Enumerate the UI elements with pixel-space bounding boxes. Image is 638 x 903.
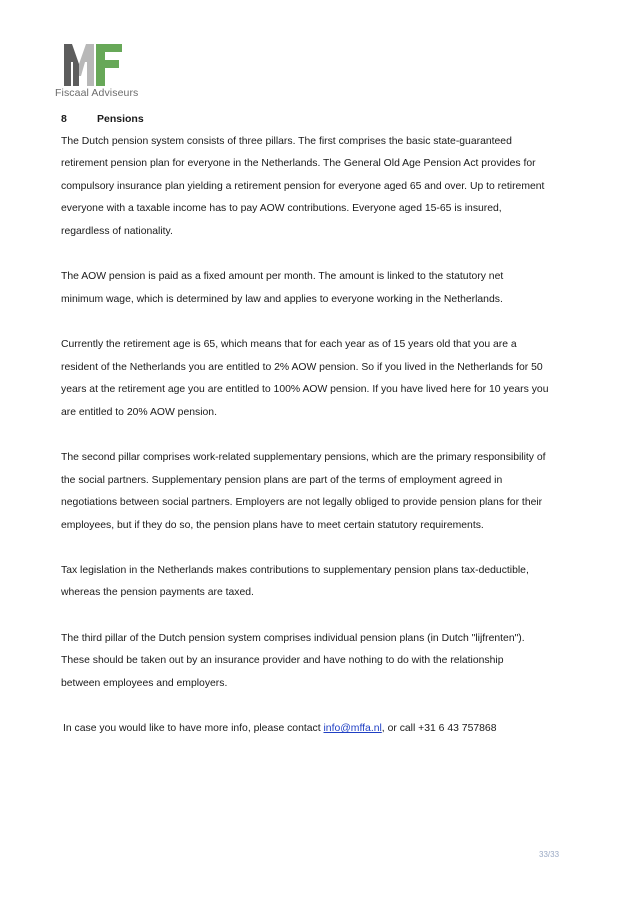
mf-logo-icon <box>62 38 182 88</box>
paragraph-line: The third pillar of the Dutch pension system comprises individual pension plans (in Dutch "lijfrenten"). <box>61 632 525 644</box>
paragraph-line: employees, but if they do so, the pension plans have to meet certain statutory requirements. <box>61 519 484 531</box>
paragraph-line: regardless of nationality. <box>61 225 173 237</box>
paragraph-retirement-age <box>61 334 581 424</box>
paragraph-line: The Dutch pension system consists of three pillars. The first comprises the basic state-guaranteed <box>61 135 512 147</box>
paragraph-line: minimum wage, which is determined by law and applies to everyone working in the Netherlands. <box>61 293 503 305</box>
page-number: 33/33 <box>539 850 560 859</box>
paragraph-line: Currently the retirement age is 65, which means that for each year as of 15 years old that you are a <box>61 338 517 350</box>
paragraph-line: Tax legislation in the Netherlands makes contributions to supplementary pension plans tax-deductible, <box>61 564 529 576</box>
paragraph-line: The second pillar comprises work-related supplementary pensions, which are the primary responsibility of <box>61 451 546 463</box>
paragraph-pillars <box>61 131 581 244</box>
section-heading <box>61 108 581 131</box>
contact-line <box>61 718 581 741</box>
paragraph-line: years at the retirement age you are entitled to 100% AOW pension. If you have lived here for 10 years you <box>61 384 549 396</box>
paragraph-line: the social partners. Supplementary pension plans are part of the terms of employment agreed in <box>61 474 503 486</box>
paragraph-line: compulsory insurance plan yielding a retirement pension for everyone aged 65 and over. Up to retirement <box>61 180 545 192</box>
paragraph-line: retirement pension plan for everyone in the Netherlands. The General Old Age Pension Act provides for <box>61 158 536 170</box>
paragraph-line: are entitled to 20% AOW pension. <box>61 406 217 418</box>
paragraph-tax-legislation <box>61 560 581 605</box>
paragraph-line: These should be taken out by an insurance provider and have nothing to do with the relationship <box>61 655 504 667</box>
paragraph-line: everyone with a taxable income has to pay AOW contributions. Everyone aged 15-65 is insured, <box>61 203 502 215</box>
paragraph-line: resident of the Netherlands you are entitled to 2% AOW pension. So if you lived in the Netherlands for 50 <box>61 361 543 373</box>
contact-suffix: , or call +31 6 43 757868 <box>381 723 497 735</box>
paragraph-aow-amount <box>61 266 581 311</box>
paragraph-line: whereas the pension payments are taxed. <box>61 587 254 599</box>
logo-tagline: Fiscaal Adviseurs <box>55 87 139 99</box>
paragraph-line: The AOW pension is paid as a fixed amount per month. The amount is linked to the statutory net <box>61 271 504 283</box>
paragraph-line: negotiations between social partners. Employers are not legally obliged to provide pension plans for their <box>61 497 543 509</box>
section-title: Pensions <box>97 113 144 125</box>
paragraph-second-pillar <box>61 447 581 537</box>
contact-prefix: In case you would like to have more info, please contact <box>63 723 324 735</box>
paragraph-third-pillar <box>61 628 581 696</box>
contact-email-link[interactable]: info@mffa.nl <box>323 723 382 735</box>
paragraph-line: between employees and employers. <box>61 677 228 689</box>
section-number: 8 <box>61 113 67 125</box>
document-body <box>61 108 581 741</box>
